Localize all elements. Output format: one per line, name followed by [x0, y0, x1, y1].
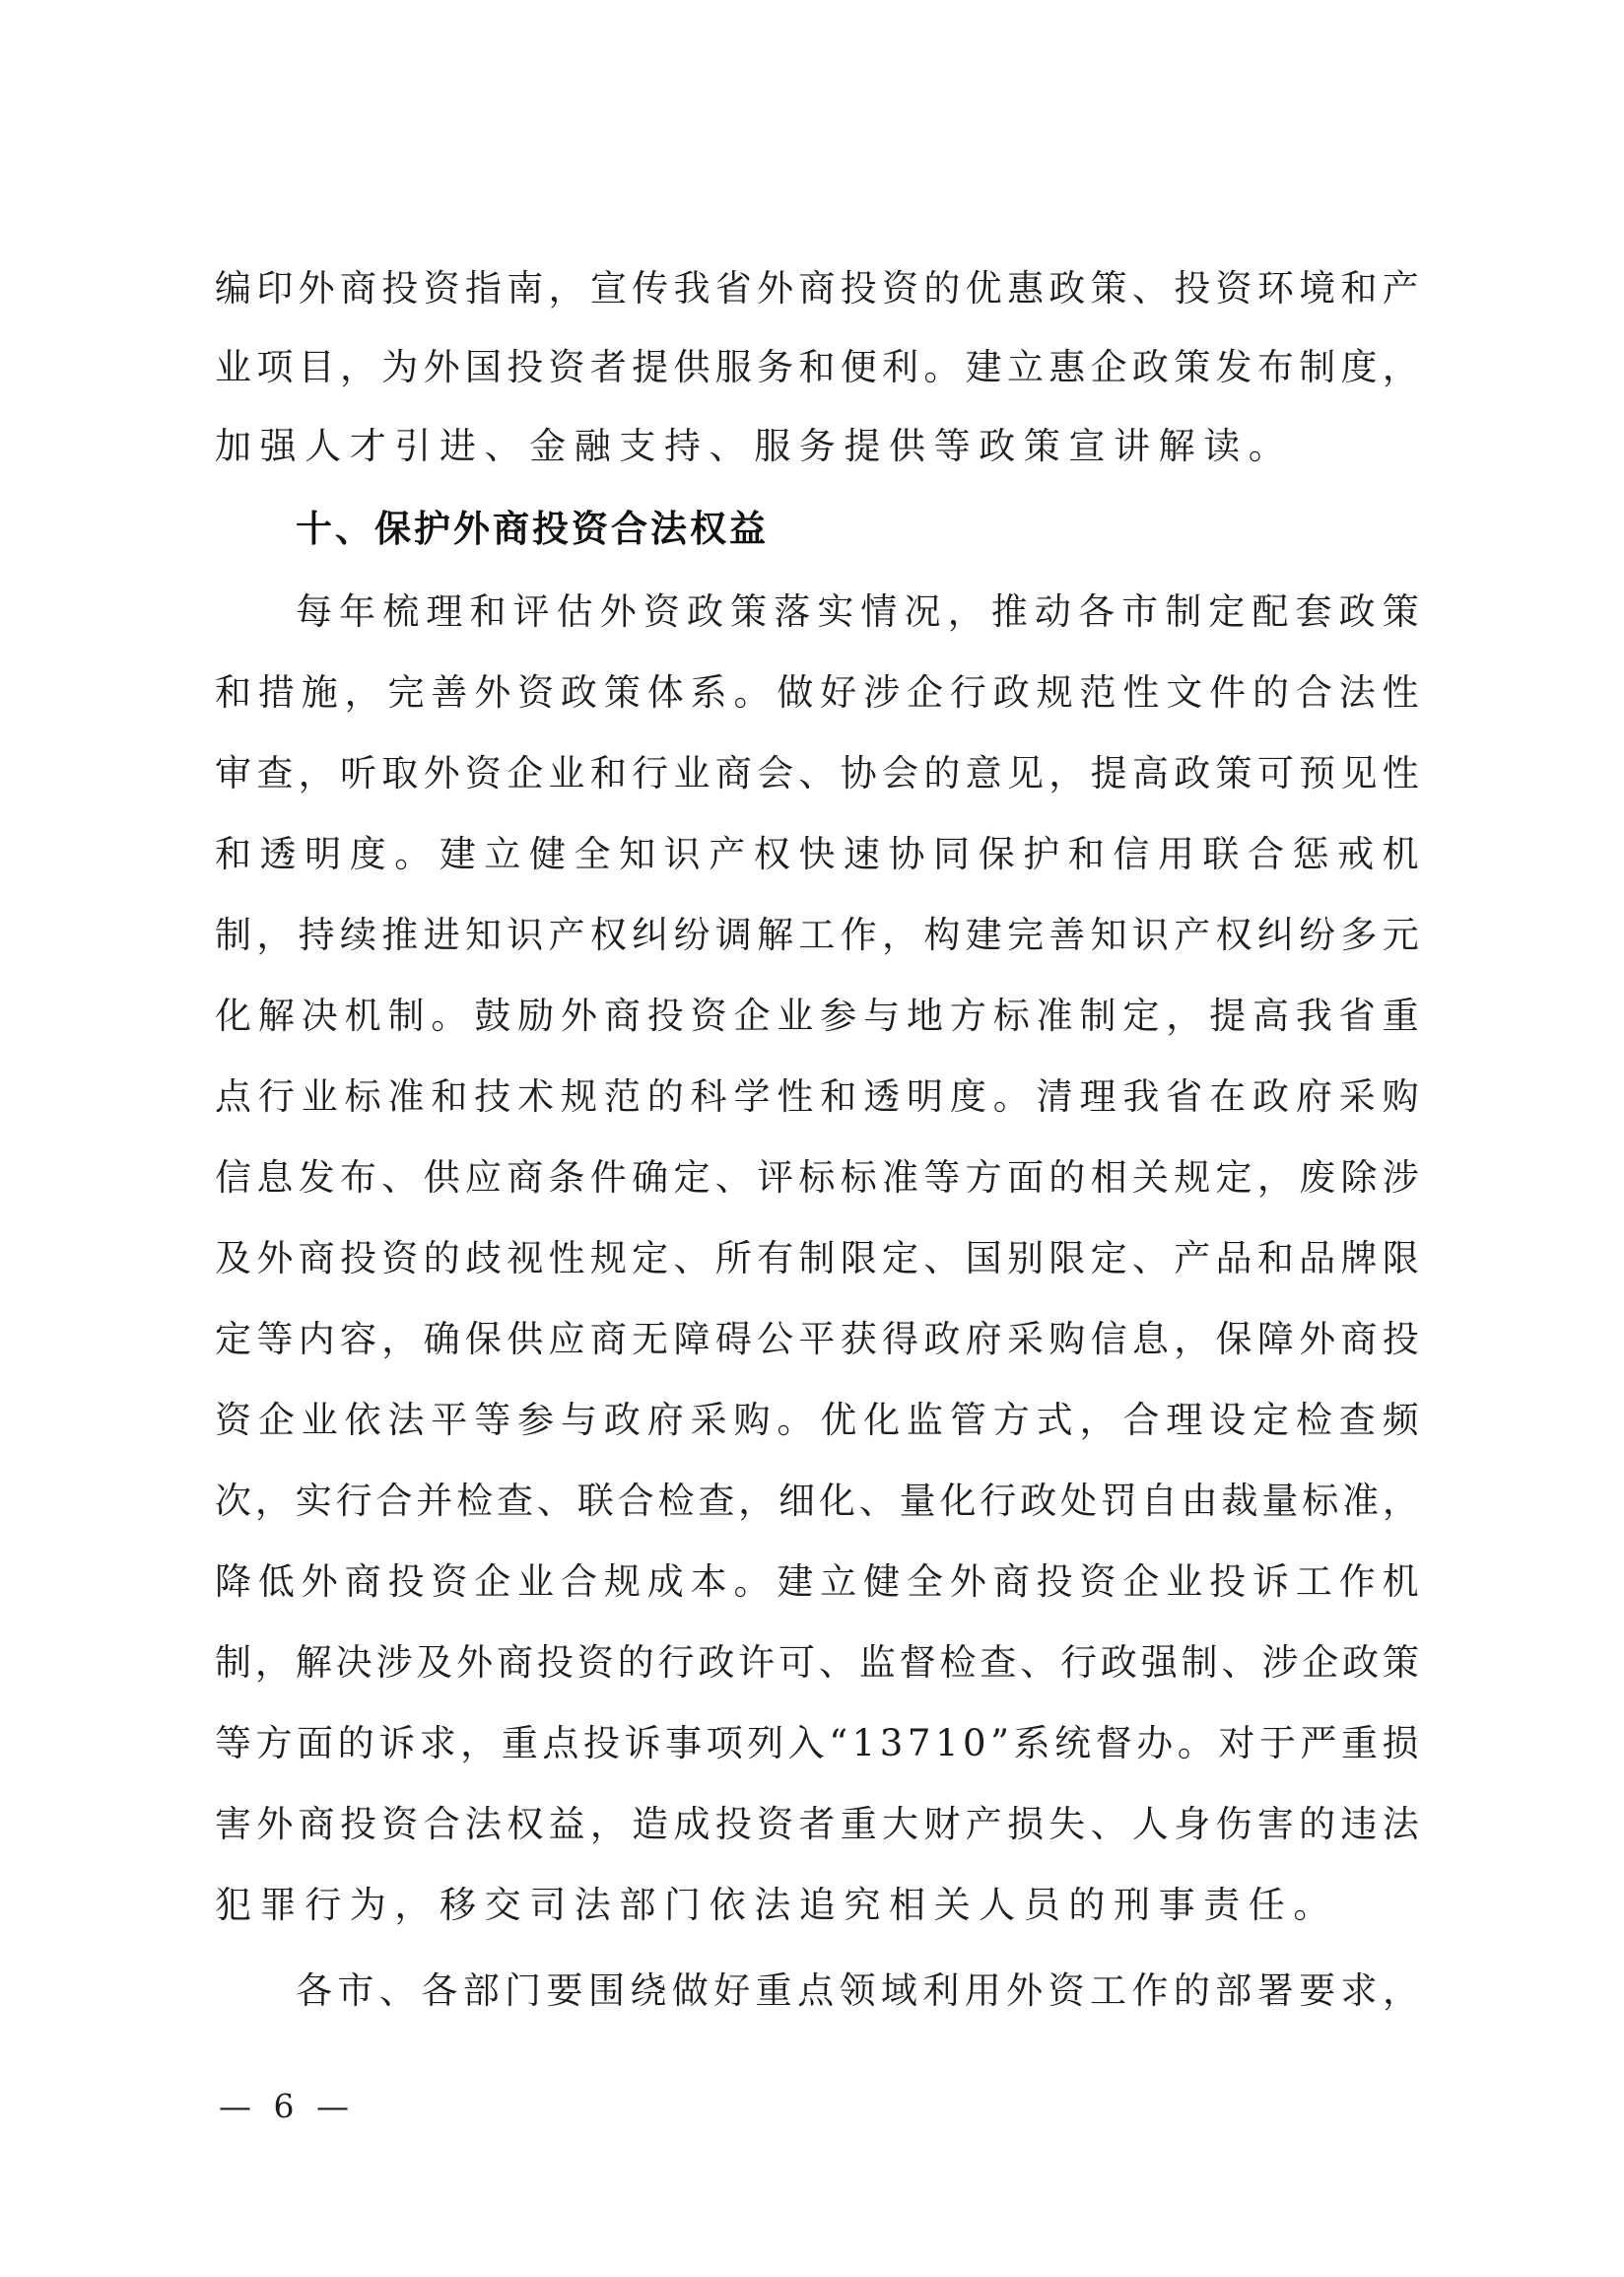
paragraph-line: 业 项 目 ， 为 外 国 投 资 者 提 供 服 务 和 便 利 。 建 立 惠 企 政 策 发 布 制 度 ，	[215, 346, 1419, 388]
paragraph-line: 加强人才引进、金融支持、服务提供等政策宣讲解读。	[215, 425, 1294, 467]
paragraph-line: 资 企 业 依 法 平 等 参 与 政 府 采 购 。 优 化 监 管 方 式 ， 合 理 设 定 检 查 频	[215, 1399, 1419, 1441]
paragraph-line: 点 行 业 标 准 和 技 术 规 范 的 科 学 性 和 透 明 度 。 清 理 我 省 在 政 府 采 购	[215, 1075, 1419, 1118]
paragraph-line: 制 ， 解 决 涉 及 外 商 投 资 的 行 政 许 可 、 监 督 检 查 、 行 政 强 制 、 涉 企 政 策	[215, 1641, 1419, 1684]
paragraph-line: 及 外 商 投 资 的 歧 视 性 规 定 、 所 有 制 限 定 、 国 别 限 定 、 产 品 和 品 牌 限	[215, 1237, 1419, 1279]
paragraph-line: 各 市 、 各 部 门 要 围 绕 做 好 重 点 领 域 利 用 外 资 工 作 的 部 署 要 求 ，	[296, 1969, 1419, 2012]
paragraph-line: 定 等 内 容 ， 确 保 供 应 商 无 障 碍 公 平 获 得 政 府 采 购 信 息 ， 保 障 外 商 投	[215, 1318, 1419, 1360]
paragraph-line: 信 息 发 布 、 供 应 商 条 件 确 定 、 评 标 标 准 等 方 面 的 相 关 规 定 ， 废 除 涉	[215, 1156, 1419, 1199]
paragraph-line: 和 措 施 ， 完 善 外 资 政 策 体 系 。 做 好 涉 企 行 政 规 范 性 文 件 的 合 法 性	[215, 671, 1419, 714]
paragraph-line: 制 ， 持 续 推 进 知 识 产 权 纠 纷 调 解 工 作 ， 构 建 完 善 知 识 产 权 纠 纷 多 元	[215, 914, 1419, 956]
paragraph-line: 审 查 ， 听 取 外 资 企 业 和 行 业 商 会 、 协 会 的 意 见 ， 提 高 政 策 可 预 见 性	[215, 752, 1419, 794]
paragraph-line: 每 年 梳 理 和 评 估 外 资 政 策 落 实 情 况 ， 推 动 各 市 制 定 配 套 政 策	[296, 590, 1419, 633]
paragraph-line: 次 ， 实 行 合 并 检 查 、 联 合 检 查 ， 细 化 、 量 化 行 政 处 罚 自 由 裁 量 标 准 ，	[215, 1480, 1419, 1522]
paragraph-line: 害 外 商 投 资 合 法 权 益 ， 造 成 投 资 者 重 大 财 产 损 失 、 人 身 伤 害 的 违 法	[215, 1803, 1419, 1845]
paragraph-line: 降 低 外 商 投 资 企 业 合 规 成 本 。 建 立 健 全 外 商 投 资 企 业 投 诉 工 作 机	[215, 1560, 1419, 1603]
paragraph-line: 等 方 面 的 诉 求 ， 重 点 投 诉 事 项 列 入 “ 1 3 7 1 0 ” 系 统 督 办 。 对 于 严 重 损	[215, 1722, 1419, 1764]
paragraph-line: 化 解 决 机 制 。 鼓 励 外 商 投 资 企 业 参 与 地 方 标 准 制 定 ， 提 高 我 省 重	[215, 995, 1419, 1037]
paragraph-line: 犯罪行为，移交司法部门依法追究相关人员的刑事责任。	[215, 1884, 1338, 1926]
section-heading: 十、保护外商投资合法权益	[296, 508, 769, 550]
page-number: — 6 —	[219, 2087, 355, 2125]
paragraph-line: 和 透 明 度 。 建 立 健 全 知 识 产 权 快 速 协 同 保 护 和 信 用 联 合 惩 戒 机	[215, 833, 1419, 875]
paragraph-line: 编 印 外 商 投 资 指 南 ， 宣 传 我 省 外 商 投 资 的 优 惠 政 策 、 投 资 环 境 和 产	[215, 267, 1419, 310]
